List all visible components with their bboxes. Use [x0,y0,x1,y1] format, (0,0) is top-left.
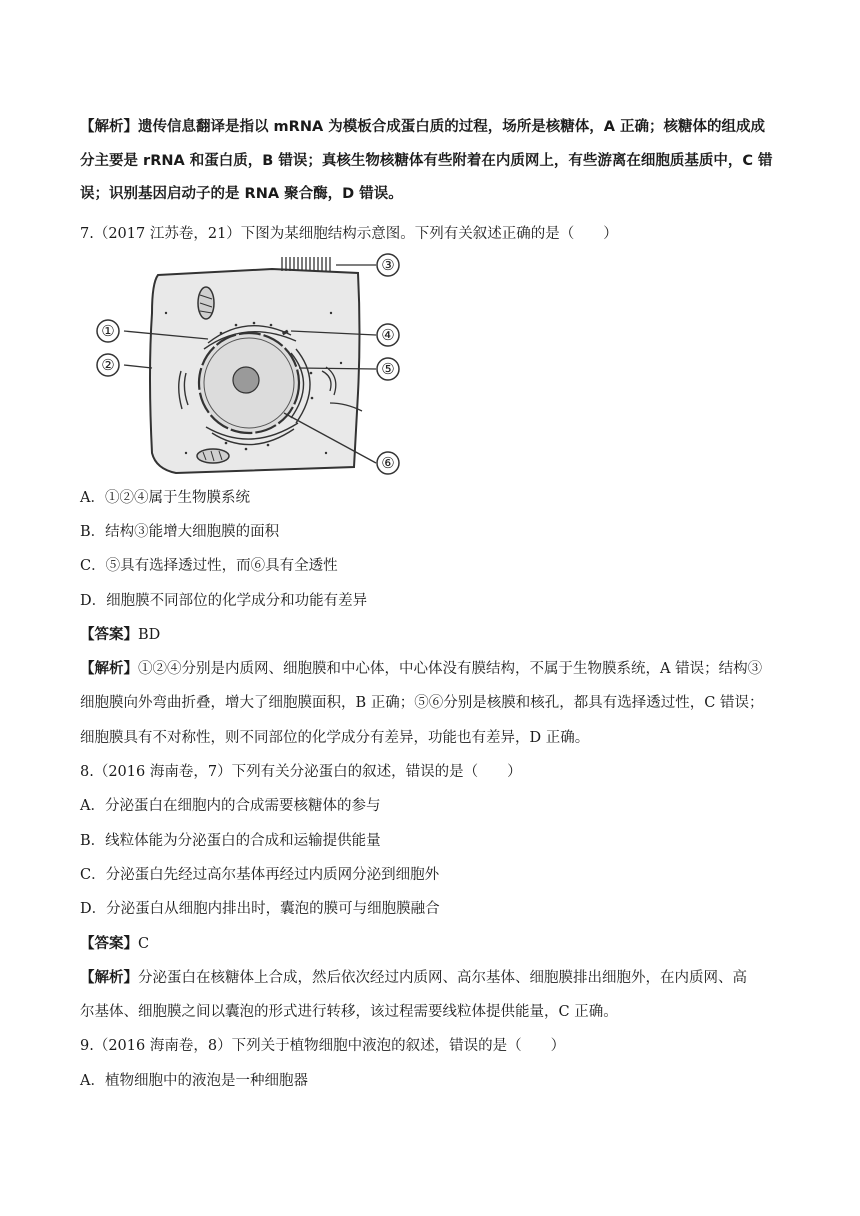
q7-analysis-line-1 [80,659,790,679]
q7-answer [80,625,790,645]
q8-option-d: D．分泌蛋白从细胞内排出时，囊泡的膜可与细胞膜融合 [80,901,440,917]
answer-value: BD [138,627,161,643]
analysis-tag: 【解析】 [80,661,138,677]
diagram-label-3: ③ [381,256,395,274]
analysis-tag: 【解析】 [80,970,138,986]
q8-answer [80,934,790,954]
q8-analysis-line-2: 尔基体、细胞膜之间以囊泡的形式进行转移，该过程需要线粒体提供能量，C 正确。 [80,1004,618,1020]
diagram-label-6: ⑥ [381,454,395,472]
q8-stem: 8.（2016 海南卷，7）下列有关分泌蛋白的叙述，错误的是（ ） [80,764,522,780]
cell-structure-diagram [86,253,426,483]
answer-value: C [138,936,150,952]
answer-tag: 【答案】 [80,627,138,643]
analysis-text: 分泌蛋白在核糖体上合成，然后依次经过内质网、高尔基体、细胞膜排出细胞外，在内质网、高 [138,970,747,986]
diagram-label-5: ⑤ [381,360,395,378]
q7-analysis-line-2: 细胞膜向外弯曲折叠，增大了细胞膜面积，B 正确；⑤⑥分别是核膜和核孔，都具有选择透过性，C 错误； [80,695,764,711]
analysis-text: 遗传信息翻译是指以 mRNA 为模板合成蛋白质的过程，场所是核糖体，A 正确；核糖体的组成成 [138,119,765,135]
q9-option-a: A．植物细胞中的液泡是一种细胞器 [80,1073,308,1089]
q7-option-b: B．结构③能增大细胞膜的面积 [80,524,280,540]
q8-option-c: C．分泌蛋白先经过高尔基体再经过内质网分泌到细胞外 [80,867,440,883]
q9-stem: 9.（2016 海南卷，8）下列关于植物细胞中液泡的叙述，错误的是（ ） [80,1038,566,1054]
q8-option-a: A．分泌蛋白在细胞内的合成需要核糖体的参与 [80,798,381,814]
q7-option-a: A．①②④属于生物膜系统 [80,490,250,506]
diagram-label-2: ② [101,356,115,374]
q7-analysis-line-3: 细胞膜具有不对称性，则不同部位的化学成分有差异，功能也有差异，D 正确。 [80,730,590,746]
answer-tag: 【答案】 [80,936,138,952]
diagram-label-4: ④ [381,326,395,344]
analysis-text: ①②④分别是内质网、细胞膜和中心体，中心体没有膜结构，不属于生物膜系统，A 错误；结构③ [138,661,763,677]
q8-option-b: B．线粒体能为分泌蛋白的合成和运输提供能量 [80,833,381,849]
diagram-label-1: ① [101,322,115,340]
q7-option-c: C．⑤具有选择透过性，而⑥具有全透性 [80,558,338,574]
intro-analysis-line-2: 分主要是 rRNA 和蛋白质，B 错误；真核生物核糖体有些附着在内质网上，有些游离在细胞质基质中，C 错 [80,153,773,169]
intro-analysis-line-1 [80,117,790,137]
intro-analysis-line-3: 误；识别基因启动子的是 RNA 聚合酶，D 错误。 [80,186,403,202]
q7-option-d: D．细胞膜不同部位的化学成分和功能有差异 [80,593,368,609]
analysis-tag: 【解析】 [80,119,138,135]
q7-stem: 7.（2017 江苏卷，21）下图为某细胞结构示意图。下列有关叙述正确的是（ ） [80,226,618,242]
q8-analysis-line-1 [80,968,790,988]
